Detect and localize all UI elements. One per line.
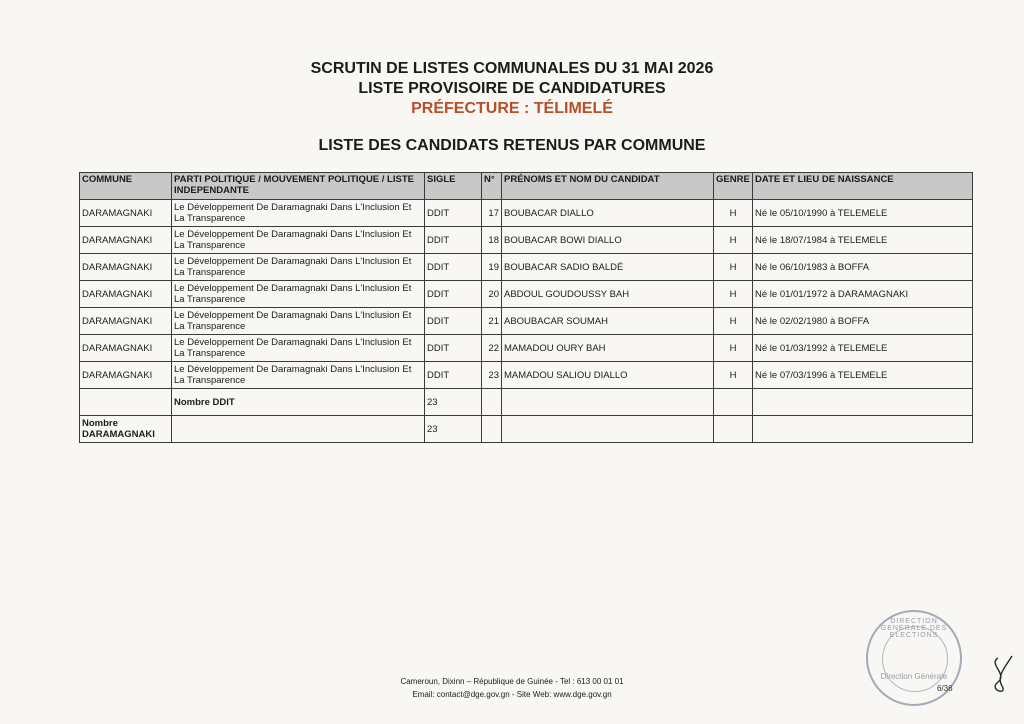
cell-numero: 20 [482,281,502,308]
cell-parti: Le Développement De Daramagnaki Dans L'Inclusion Et La Transparence [172,254,425,281]
cell-commune: DARAMAGNAKI [80,308,172,335]
table-row [80,335,973,362]
cell-nom: ABOUBACAR SOUMAH [502,308,714,335]
header-numero: N° [482,173,502,200]
cell-nom: BOUBACAR SADIO BALDÉ [502,254,714,281]
cell-genre: H [714,200,753,227]
cell-numero: 19 [482,254,502,281]
cell-commune: DARAMAGNAKI [80,362,172,389]
cell-numero: 22 [482,335,502,362]
cell-nom: BOUBACAR BOWI DIALLO [502,227,714,254]
total-cell [753,416,973,443]
header-sigle: SIGLE [425,173,482,200]
cell-commune: DARAMAGNAKI [80,281,172,308]
cell-naissance: Né le 01/03/1992 à TELEMELE [753,335,973,362]
cell-genre: H [714,362,753,389]
cell-numero: 18 [482,227,502,254]
cell-sigle: DDIT [425,362,482,389]
cell-nom: MAMADOU OURY BAH [502,335,714,362]
cell-parti: Le Développement De Daramagnaki Dans L'Inclusion Et La Transparence [172,227,425,254]
title-scrutin: SCRUTIN DE LISTES COMMUNALES DU 31 MAI 2026 [310,60,714,77]
cell-parti: Le Développement De Daramagnaki Dans L'Inclusion Et La Transparence [172,200,425,227]
stamp-center-text: Direction Générale [880,672,948,681]
cell-genre: H [714,308,753,335]
title-liste-provisoire: LISTE PROVISOIRE DE CANDIDATURES [358,80,666,97]
cell-nom: MAMADOU SALIOU DIALLO [502,362,714,389]
total-cell [714,416,753,443]
cell-naissance: Né le 06/10/1983 à BOFFA [753,254,973,281]
subtotal-cell [714,389,753,416]
subtotal-label: Nombre DDIT [172,389,425,416]
handwritten-initial-icon [978,650,1018,700]
total-cell [172,416,425,443]
subtotal-cell [482,389,502,416]
subtotal-row [80,389,973,416]
subtotal-value: 23 [425,389,482,416]
cell-genre: H [714,227,753,254]
cell-sigle: DDIT [425,227,482,254]
total-row [80,416,973,443]
candidates-table [79,172,973,443]
total-cell [482,416,502,443]
cell-sigle: DDIT [425,335,482,362]
cell-numero: 21 [482,308,502,335]
cell-parti: Le Développement De Daramagnaki Dans L'Inclusion Et La Transparence [172,281,425,308]
cell-numero: 17 [482,200,502,227]
table-row [80,227,973,254]
cell-naissance: Né le 07/03/1996 à TELEMELE [753,362,973,389]
cell-naissance: Né le 18/07/1984 à TELEMELE [753,227,973,254]
cell-numero: 23 [482,362,502,389]
table-row [80,200,973,227]
header-nom: PRÉNOMS ET NOM DU CANDIDAT [502,173,714,200]
cell-commune: DARAMAGNAKI [80,200,172,227]
table-row [80,362,973,389]
cell-sigle: DDIT [425,200,482,227]
cell-naissance: Né le 01/01/1972 à DARAMAGNAKI [753,281,973,308]
cell-commune: DARAMAGNAKI [80,254,172,281]
header-naissance: DATE ET LIEU DE NAISSANCE [753,173,973,200]
subtotal-cell [502,389,714,416]
total-label: Nombre DARAMAGNAKI [80,416,172,443]
total-cell [502,416,714,443]
header-genre: GENRE [714,173,753,200]
page-number: 6/36 [937,684,953,693]
header-commune: COMMUNE [80,173,172,200]
cell-parti: Le Développement De Daramagnaki Dans L'Inclusion Et La Transparence [172,335,425,362]
cell-sigle: DDIT [425,308,482,335]
table-row [80,281,973,308]
total-value: 23 [425,416,482,443]
table-row [80,308,973,335]
subtotal-empty [80,389,172,416]
table-row [80,254,973,281]
subtotal-cell [753,389,973,416]
cell-genre: H [714,335,753,362]
cell-parti: Le Développement De Daramagnaki Dans L'Inclusion Et La Transparence [172,362,425,389]
cell-sigle: DDIT [425,281,482,308]
cell-genre: H [714,281,753,308]
title-prefecture: PRÉFECTURE : TÉLIMELÉ [411,100,613,117]
cell-naissance: Né le 05/10/1990 à TELEMELE [753,200,973,227]
table-header-row [80,173,973,200]
header-parti: PARTI POLITIQUE / MOUVEMENT POLITIQUE / LISTE INDEPENDANTE [172,173,425,200]
cell-parti: Le Développement De Daramagnaki Dans L'Inclusion Et La Transparence [172,308,425,335]
footer-address: Cameroun, Dixinn – République de Guinée - Tel : 613 00 01 01 [400,677,624,686]
cell-nom: ABDOUL GOUDOUSSY BAH [502,281,714,308]
cell-naissance: Né le 02/02/1980 à BOFFA [753,308,973,335]
cell-commune: DARAMAGNAKI [80,227,172,254]
cell-genre: H [714,254,753,281]
footer-contact: Email: contact@dge.gov.gn - Site Web: www.dge.gov.gn [412,690,612,699]
stamp-ring-text: DIRECTION GENERALE DES ELECTIONS [880,618,948,639]
cell-sigle: DDIT [425,254,482,281]
cell-nom: BOUBACAR DIALLO [502,200,714,227]
cell-commune: DARAMAGNAKI [80,335,172,362]
title-candidats-retenus: LISTE DES CANDIDATS RETENUS PAR COMMUNE [318,137,706,154]
